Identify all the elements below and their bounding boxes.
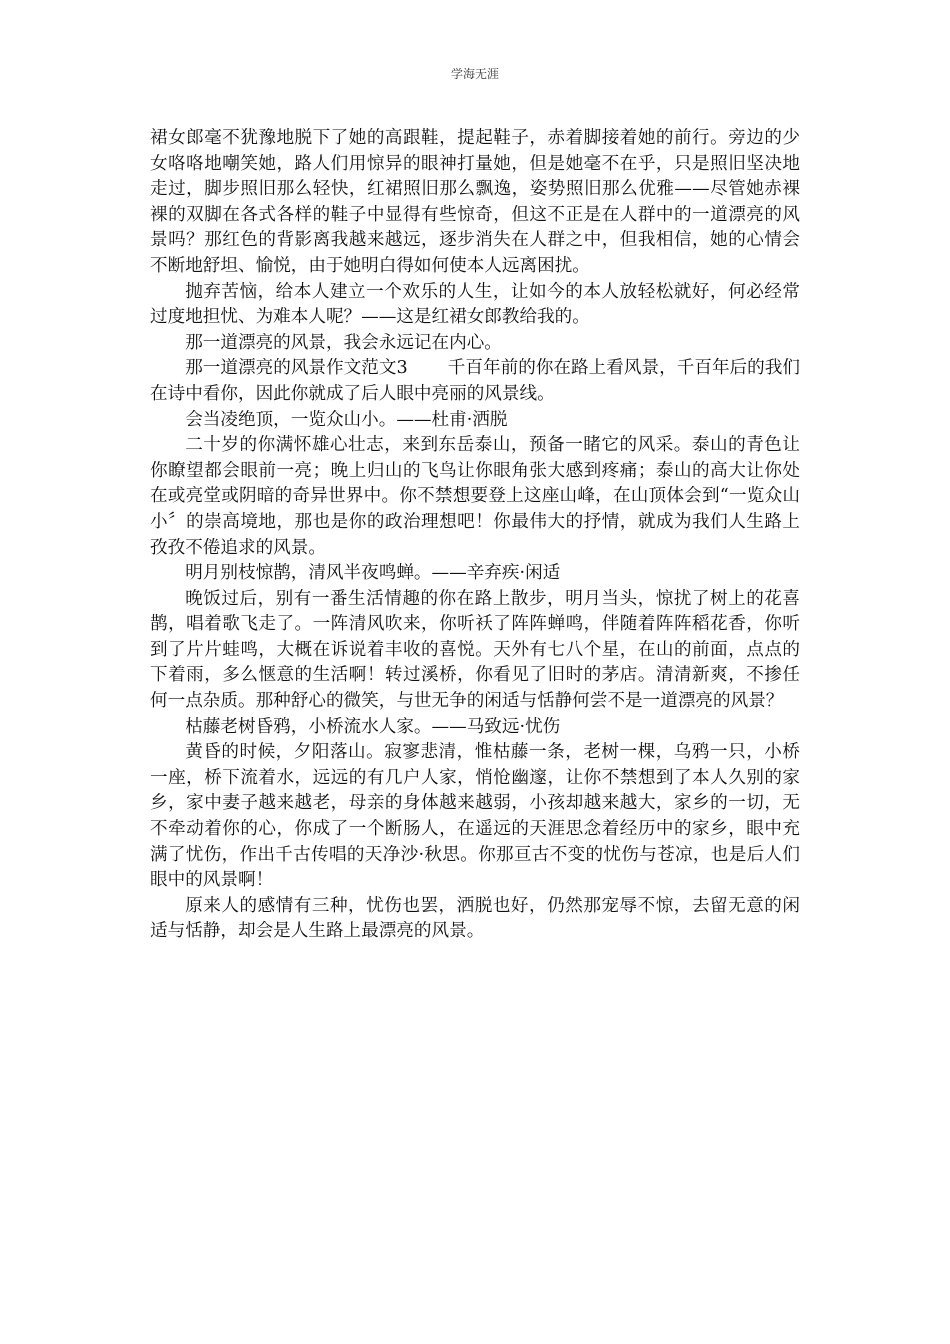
poem-quote: 明月别枝惊鹊，清风半夜鸣蝉。——辛弃疾·闲适 [185, 563, 561, 584]
paragraph: 晚饭过后，别有一番生活情趣的你在路上散步，明月当头，惊扰了树上的花喜鹊，唱着歌飞走了。一阵清风吹来，你听袄了阵阵蝉鸣，伴随着阵阵稻花香，你听到了片片蛙鸣，大概在诉说着丰收的喜悦。天外有七八个星，在山的前面，点点的下着雨，多么惬意的生活啊！转过溪桥，你看见了旧时的茅店。清清新爽，不掺任何一点杂质。那种舒心的微笑，与世无争的闲适与恬静何尝不是一道漂亮的风景？ [150, 588, 800, 712]
paragraph: 原来人的感情有三种，忧伤也罢，洒脱也好，仍然那宠辱不惊，去留无意的闲适与恬静，却会是人生路上最漂亮的风景。 [150, 895, 800, 942]
article-body [150, 126, 800, 945]
section-title: 那一道漂亮的风景作文范文3 [185, 358, 408, 379]
poem-quote: 会当凌绝顶，一览众山小。——杜甫·洒脱 [185, 409, 508, 430]
paragraph: 裙女郎毫不犹豫地脱下了她的高跟鞋，提起鞋子，赤着脚接着她的前行。旁边的少女咯咯地嘲笑她，路人们用惊异的眼神打量她，但是她毫不在乎，只是照旧坚决地走过，脚步照旧那么轻快，红裙照旧那么飘逸，姿势照旧那么优雅——尽管她赤裸裸的双脚在各式各样的鞋子中显得有些惊奇，但这不正是在人群中的一道漂亮的风景吗？那红色的背影离我越来越远，逐步消失在人群之中，但我相信，她的心情会不断地舒坦、愉悦，由于她明白得如何使本人远离困扰。 [150, 128, 800, 276]
paragraph: 抛弃苦恼，给本人建立一个欢乐的人生，让如今的本人放轻松就好，何必经常过度地担忧、为难本人呢？——这是红裙女郎教给我的。 [150, 281, 800, 328]
paragraph: 二十岁的你满怀雄心壮志，来到东岳泰山，预备一睹它的风采。泰山的青色让你瞭望都会眼前一亮；晚上归山的飞鸟让你眼角张大感到疼痛；泰山的高大让你处在或亮堂或阴暗的奇异世界中。你不禁想要登上这座山峰，在山顶体会到“一览众山小〞的崇高境地，那也是你的政治理想吧！你最伟大的抒情，就成为我们人生路上孜孜不倦追求的风景。 [150, 435, 800, 558]
poem-quote: 枯藤老树昏鸦，小桥流水人家。——马致远·忧伤 [185, 716, 561, 737]
paragraph: 那一道漂亮的风景，我会永远记在内心。 [185, 332, 502, 353]
paragraph [150, 356, 800, 407]
paragraph-text: 千百年前的你在路上看风景，千百年后的我们在诗中看你，因此你就成了后人眼中亮丽的风景线。 [150, 358, 800, 404]
page-header: 学海无涯 [450, 67, 499, 81]
paragraph: 黄昏的时候，夕阳落山。寂寥悲清，惟枯藤一条，老树一棵，乌鸦一只，小桥一座，桥下流着水，远远的有几户人家，悄怆幽邃，让你不禁想到了本人久别的家乡，家中妻子越来越老，母亲的身体越来越弱，小孩却越来越大，家乡的一切，无不牵动着你的心，你成了一个断肠人，在遥远的天涯思念着经历中的家乡，眼中充满了忧伤，作出千古传唱的天净沙·秋思。你那亘古不变的忧伤与苍凉，也是后人们眼中的风景啊！ [150, 742, 800, 891]
